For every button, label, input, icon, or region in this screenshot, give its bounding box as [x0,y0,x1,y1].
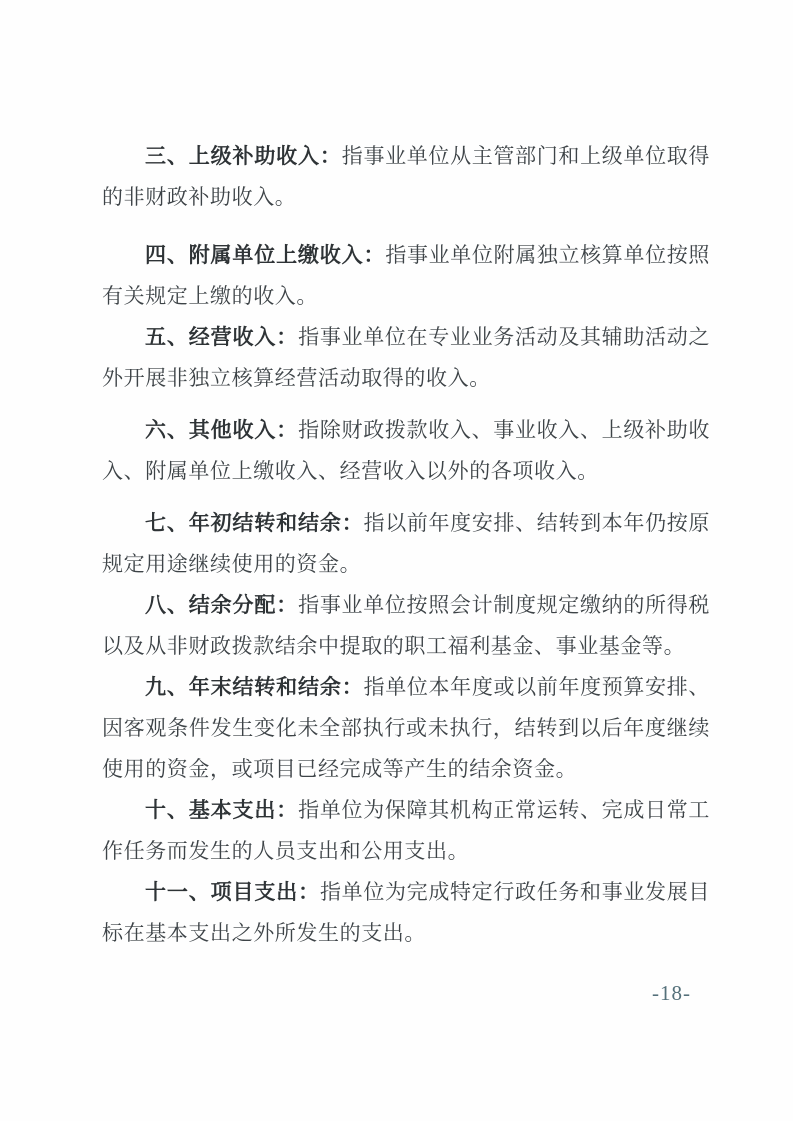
definition-term: 四、附属单位上缴收入： [145,243,386,267]
definition-body: 指除财政拨款收入、事业收入、上级补助收入、附属单位上缴收入、经营收入以外的各项收入。 [102,418,710,483]
definition-term: 八、结余分配： [145,593,299,617]
page-number: -18- [652,981,691,1005]
definition-paragraph-9 [102,667,710,790]
definition-paragraph-4 [102,235,710,317]
definition-paragraph-11 [102,872,710,954]
definition-term: 十、基本支出： [145,798,299,822]
definition-term: 七、年初结转和结余： [145,511,364,535]
definition-body: 指事业单位按照会计制度规定缴纳的所得税以及从非财政拨款结余中提取的职工福利基金、事业基金等。 [102,593,710,658]
definition-paragraph-5 [102,317,710,399]
definition-paragraph-6 [102,410,710,492]
definition-paragraph-8 [102,585,710,667]
definition-body: 指事业单位从主管部门和上级单位取得的非财政补助收入。 [102,144,710,209]
definition-body: 指单位本年度或以前年度预算安排、因客观条件发生变化未全部执行或未执行，结转到以后年度继续使用的资金，或项目已经完成等产生的结余资金。 [102,675,710,781]
definition-term: 六、其他收入： [145,418,299,442]
definition-term: 五、经营收入： [145,325,299,349]
definition-term: 九、年末结转和结余： [145,675,364,699]
definition-term: 三、上级补助收入： [145,144,342,168]
definition-paragraph-7 [102,503,710,585]
definition-paragraph-10 [102,790,710,872]
definition-body: 指事业单位附属独立核算单位按照有关规定上缴的收入。 [102,243,710,308]
definition-body: 指以前年度安排、结转到本年仍按原规定用途继续使用的资金。 [102,511,710,576]
definition-paragraph-3 [102,136,710,218]
definition-body: 指单位为保障其机构正常运转、完成日常工作任务而发生的人员支出和公用支出。 [102,798,710,863]
definition-body: 指事业单位在专业业务活动及其辅助活动之外开展非独立核算经营活动取得的收入。 [102,325,710,390]
definition-body: 指单位为完成特定行政任务和事业发展目标在基本支出之外所发生的支出。 [102,880,710,945]
definition-term: 十一、项目支出： [145,880,320,904]
glossary-text-block [102,136,710,954]
